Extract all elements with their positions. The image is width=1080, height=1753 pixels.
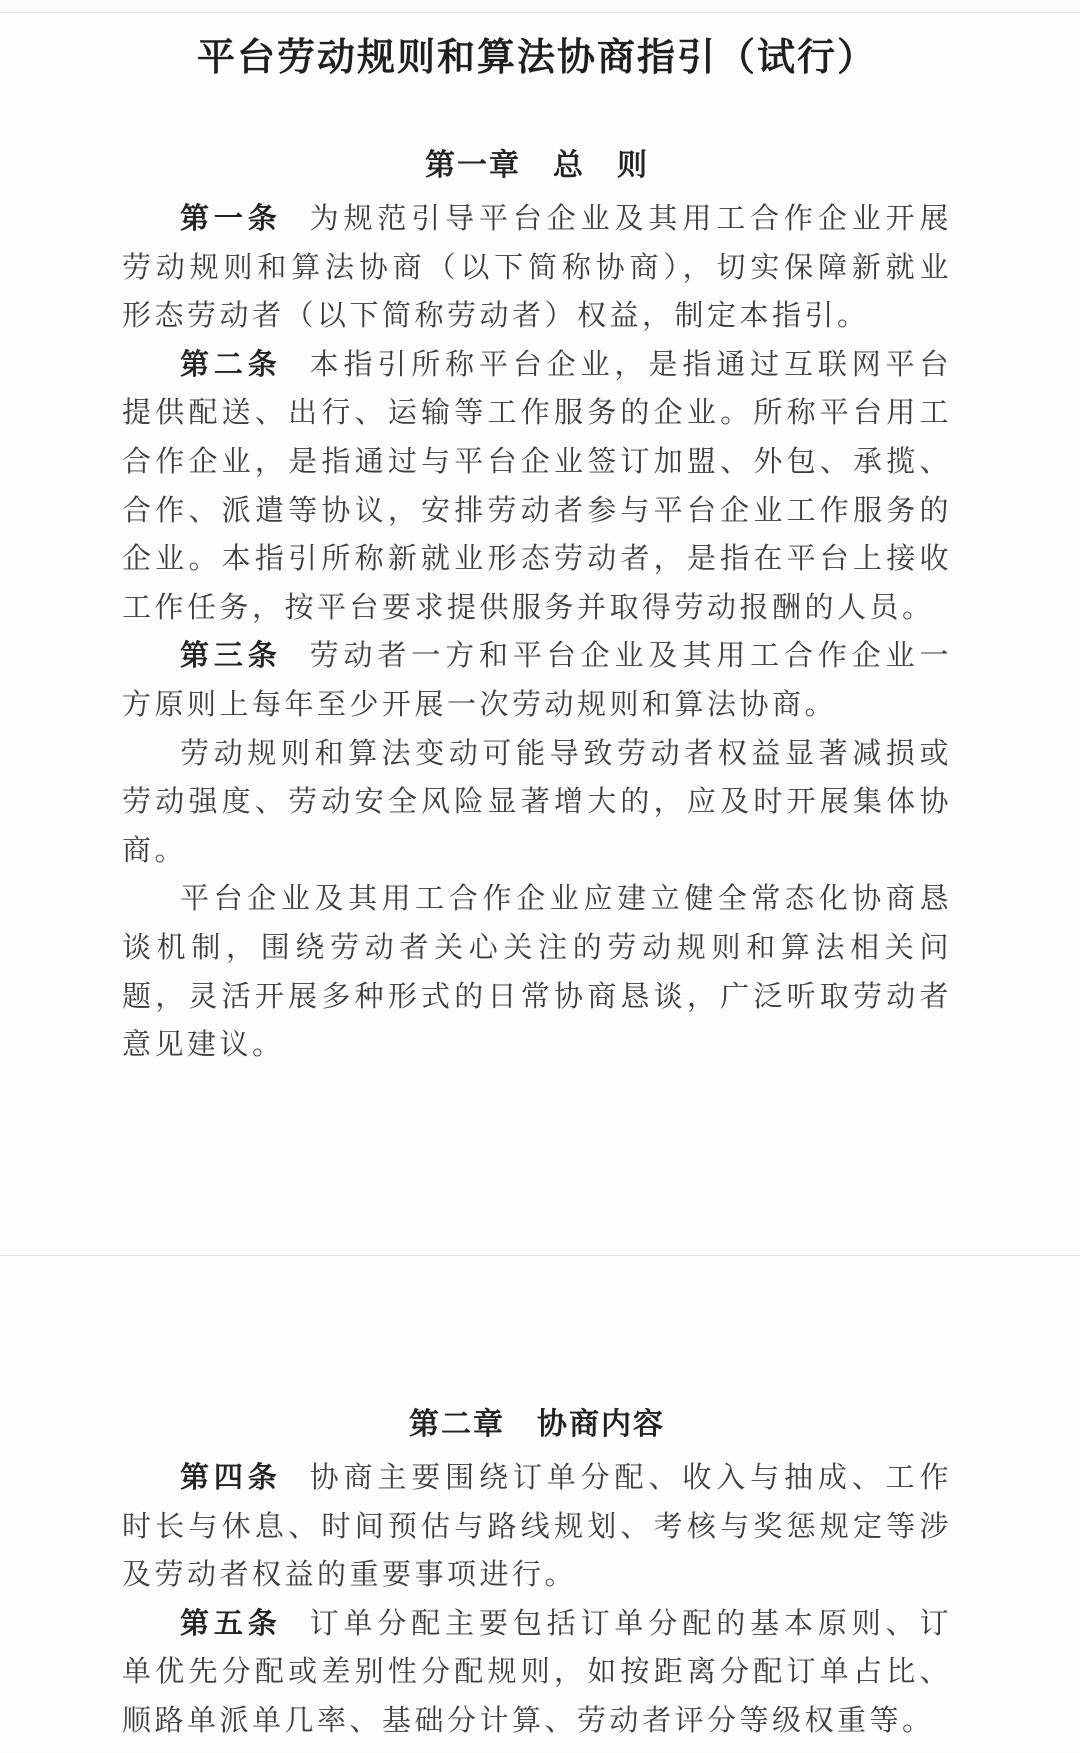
article-1-text: 为规范引导平台企业及其用工合作企业开展劳动规则和算法协商（以下简称协商），切实保障新就业形态劳动者（以下简称劳动者）权益，制定本指引。 — [122, 203, 952, 333]
article-2 — [122, 341, 952, 633]
article-5 — [122, 1600, 952, 1746]
article-3-label: 第三条 — [180, 640, 282, 673]
page-1 — [0, 12, 1080, 1256]
article-3-paragraph-2-text: 劳动规则和算法变动可能导致劳动者权益显著减损或劳动强度、劳动安全风险显著增大的，应及时开展集体协商。 — [122, 737, 952, 867]
page-2 — [0, 1256, 1080, 1752]
chapter-2-heading: 第二章 协商内容 — [409, 1408, 665, 1441]
article-1 — [122, 195, 952, 341]
article-4 — [122, 1454, 952, 1600]
document-title: 平台劳动规则和算法协商指引（试行） — [196, 37, 877, 79]
article-3-paragraph-3 — [122, 875, 952, 1069]
article-4-text: 协商主要围绕订单分配、收入与抽成、工作时长与休息、时间预估与路线规划、考核与奖惩规定等涉及劳动者权益的重要事项进行。 — [122, 1462, 952, 1592]
article-3-text: 劳动者一方和平台企业及其用工合作企业一方原则上每年至少开展一次劳动规则和算法协商。 — [122, 640, 952, 721]
article-3 — [122, 632, 952, 729]
article-3-paragraph-2 — [122, 730, 952, 876]
article-4-label: 第四条 — [180, 1462, 282, 1494]
chapter-1-heading: 第一章 总 则 — [425, 149, 649, 182]
article-2-label: 第二条 — [180, 348, 282, 381]
article-1-label: 第一条 — [180, 203, 282, 235]
article-5-text: 订单分配主要包括订单分配的基本原则、订单优先分配或差别性分配规则，如按距离分配订单占比、顺路单派单几率、基础分计算、劳动者评分等级权重等。 — [122, 1607, 952, 1737]
page-2-body — [122, 1454, 952, 1746]
page-1-body — [122, 195, 952, 1070]
article-2-text: 本指引所称平台企业，是指通过互联网平台提供配送、出行、运输等工作服务的企业。所称平台用工合作企业，是指通过与平台企业签订加盟、外包、承揽、合作、派遣等协议，安排劳动者参与平台企业工作服务的企业。本指引所称新就业形态劳动者，是指在平台上接收工作任务，按平台要求提供服务并取得劳动报酬的人员。 — [122, 348, 952, 624]
article-5-label: 第五条 — [180, 1607, 282, 1640]
article-3-paragraph-3-text: 平台企业及其用工合作企业应建立健全常态化协商恳谈机制，围绕劳动者关心关注的劳动规则和算法相关问题，灵活开展多种形式的日常协商恳谈，广泛听取劳动者意见建议。 — [122, 883, 952, 1062]
